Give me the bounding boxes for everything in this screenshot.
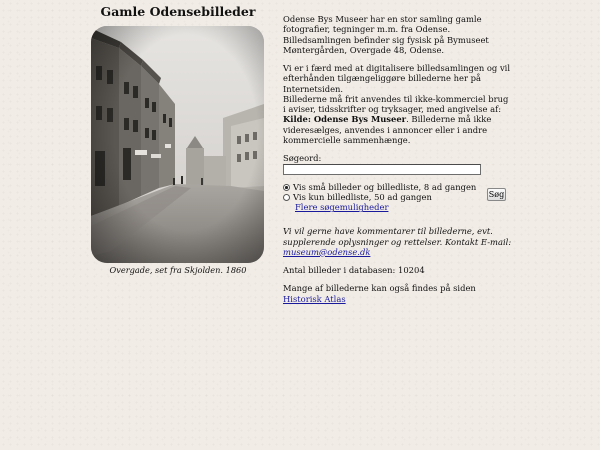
intro-paragraph-1: Odense Bys Museer har en stor samling gamle fotografier, tegninger m.m. fra Odense. Billedsamlingen befinder sig fysisk på Bymuseet Møntergården, Overgade 48, Odense. [283,14,489,55]
photo-caption: Overgade, set fra Skjolden. 1860 [109,265,247,275]
intro-paragraph-2: Vi er i færd med at digitalisere billedsamlingen og vil efterhånden tilgængeliggøre billederne her på Internetsiden. [283,63,511,94]
option-list-only-label: Vis kun billedliste, 50 ad gangen [293,192,432,203]
option-list-only[interactable] [283,192,513,202]
intro-paragraph-3 [283,94,513,145]
more-info-text: Mange af billederne kan også findes på siden [283,283,476,294]
usage-text-end: . Billederne må ikke videresælges, anvendes i annoncer eller i andre kommercielle sammenhænge. [283,114,492,145]
search-label: Søgeord: [283,153,322,163]
street-photo [91,26,264,263]
feedback-text [283,226,513,257]
right-column [283,14,513,304]
search-input[interactable] [283,164,481,175]
street-photo-drawing [91,26,264,263]
search-button[interactable]: Søg [488,190,505,200]
radio-small-images[interactable] [283,184,290,191]
source-credit: Kilde: Odense Bys Museer [283,114,407,125]
historisk-atlas-link[interactable]: Historisk Atlas [283,293,346,304]
radio-list-only[interactable] [283,194,290,201]
option-small-images[interactable] [283,182,513,192]
email-link[interactable]: museum@odense.dk [283,246,371,257]
page-title: Gamle Odensebilleder [100,4,256,19]
usage-text: Billederne må frit anvendes til ikke-kommerciel brug i aviser, tidsskrifter og tryksager, med angivelse af: [283,93,509,114]
option-small-images-label: Vis små billeder og billedliste, 8 ad gangen [293,182,477,193]
more-search-options-link[interactable]: Flere søgemuligheder [295,202,389,213]
feedback-message: Vi vil gerne have kommentarer til billederne, evt. supplerende oplysninger og rettelser. Kontakt E-mail: [283,226,512,247]
image-count: Antal billeder i databasen: 10204 [283,265,425,275]
search-options [283,182,513,222]
left-column [88,4,268,275]
